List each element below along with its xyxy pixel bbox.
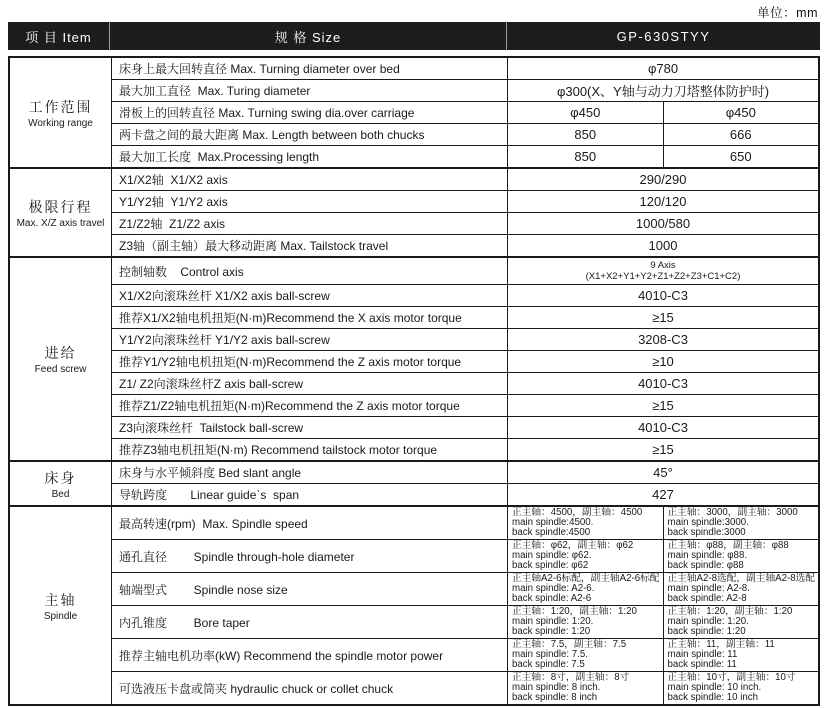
right-line-1: main spindle: 1:20. (667, 615, 749, 627)
section-rows (112, 58, 818, 167)
category-cell (10, 507, 112, 704)
table-row (112, 507, 818, 539)
value-cell-right (663, 540, 819, 572)
spec-label: 推荐Z1/Z2轴电机扭矩(N·m)Recommend the Z axis motor torque (112, 395, 508, 416)
spec-label: Z1/Z2轴 Z1/Z2 axis (112, 213, 508, 234)
spec-value (508, 351, 818, 372)
left-line-2: back spindle: 7.5 (512, 659, 585, 671)
value-cell: 120/120 (639, 194, 687, 209)
value-cell: ≥15 (652, 398, 674, 413)
value-cell: 1000/580 (635, 216, 691, 231)
section-2 (10, 256, 818, 460)
spec-label: 轴端型式 Spindle nose size (112, 573, 508, 605)
left-line-1: main spindle: 1:20. (512, 615, 594, 627)
value-cell-right (663, 507, 819, 539)
spec-label: 推荐X1/X2轴电机扭矩(N·m)Recommend the X axis motor torque (112, 307, 508, 328)
spec-value (508, 213, 818, 234)
value-cell: ≥15 (652, 442, 674, 457)
right-line-0: 正主轴：10寸，副主轴：10寸 (667, 672, 796, 683)
table-row (112, 169, 818, 190)
right-line-0: 正主轴A2-8选配，副主轴A2-8选配 (667, 573, 815, 584)
value-cell: 4010-C3 (638, 376, 688, 391)
left-line-1: main spindle: 7.5. (512, 648, 588, 660)
spec-label: Z1/ Z2向滚珠丝杆Z axis ball-screw (112, 373, 508, 394)
value-cell-left (508, 507, 663, 539)
right-line-2: back spindle: φ88 (667, 560, 744, 572)
spec-value (508, 307, 818, 328)
spec-value (508, 191, 818, 212)
table-row (112, 234, 818, 256)
section-4 (10, 505, 818, 704)
left-line-2: back spindle:4500 (512, 527, 591, 539)
spec-label: 导轨跨度 Linear guide`s span (112, 484, 508, 505)
spec-value (508, 329, 818, 350)
table-row (112, 212, 818, 234)
right-line-2: back spindle: A2-8 (667, 593, 747, 605)
value-cell-left: 850 (574, 149, 597, 164)
spec-value (508, 507, 818, 539)
right-line-0: 正主轴：3000，副主轴：3000 (667, 507, 798, 518)
spec-value (508, 417, 818, 438)
value-cell: 45° (653, 465, 673, 480)
left-line-0: 正主轴：1:20，副主轴：1:20 (512, 606, 637, 617)
table-row (112, 462, 818, 483)
spec-value (508, 373, 818, 394)
spec-label: 最大加工直径 Max. Turing diameter (112, 80, 508, 101)
value-cell-left (508, 573, 663, 605)
table-row (112, 306, 818, 328)
spec-value (508, 639, 818, 671)
spec-value (508, 258, 818, 284)
right-line-0: 正主轴：1:20，副主轴：1:20 (667, 606, 793, 617)
spec-label: 床身上最大回转直径 Max. Turning diameter over bed (112, 58, 508, 79)
right-line-0: 正主轴：11，副主轴：11 (667, 639, 775, 650)
spec-table-body (8, 56, 820, 706)
table-row (112, 539, 818, 572)
spec-label: 通孔直径 Spindle through-hole diameter (112, 540, 508, 572)
spec-label: X1/X2轴 X1/X2 axis (112, 169, 508, 190)
spec-label: 最大加工长度 Max.Processing length (112, 146, 508, 167)
right-line-2: back spindle: 11 (667, 659, 737, 671)
category-cell (10, 58, 112, 167)
table-row (112, 328, 818, 350)
spec-label: 滑板上的回转直径 Max. Turning swing dia.over carriage (112, 102, 508, 123)
spec-label: 控制轴数 Control axis (112, 258, 508, 284)
section-rows (112, 507, 818, 704)
right-line-1: main spindle:3000. (667, 516, 749, 528)
table-row (112, 101, 818, 123)
header-size-cell: 规 格 Size (110, 22, 507, 50)
spec-label: 床身与水平倾斜度 Bed slant angle (112, 462, 508, 483)
table-row (112, 572, 818, 605)
right-line-1: main spindle: φ88. (667, 549, 748, 561)
table-header (8, 22, 820, 50)
spec-value (508, 439, 818, 460)
value-cell: φ300(X、Y轴与动力刀塔整体防护时) (556, 84, 770, 99)
value-cell-left: φ450 (570, 105, 601, 120)
spec-label: Y1/Y2轴 Y1/Y2 axis (112, 191, 508, 212)
right-line-1: main spindle: 10 inch. (667, 681, 762, 693)
value-cell-left (508, 540, 663, 572)
right-line-2: back spindle: 10 inch (667, 692, 758, 704)
section-rows (112, 462, 818, 505)
value-cell-right (663, 672, 819, 704)
left-line-0: 正主轴：φ62，副主轴：φ62 (512, 540, 634, 551)
spec-label: 内孔锥度 Bore taper (112, 606, 508, 638)
value-cell-right (663, 639, 819, 671)
left-line-0: 正主轴：7.5，副主轴：7.5 (512, 639, 627, 650)
spec-value (508, 606, 818, 638)
value-cell: ≥10 (652, 354, 674, 369)
right-line-2: back spindle:3000 (667, 527, 746, 539)
spec-value (508, 169, 818, 190)
table-row (112, 79, 818, 101)
spec-value (508, 540, 818, 572)
left-line-2: back spindle: 8 inch (512, 692, 598, 704)
table-row (112, 58, 818, 79)
category-cell (10, 258, 112, 460)
spec-label: X1/X2向滚珠丝杆 X1/X2 axis ball-screw (112, 285, 508, 306)
spec-value (508, 462, 818, 483)
spec-label: 最高转速(rpm) Max. Spindle speed (112, 507, 508, 539)
spec-value (508, 285, 818, 306)
table-row (112, 258, 818, 284)
table-row (112, 638, 818, 671)
left-line-2: back spindle: φ62 (512, 560, 589, 572)
section-0 (10, 58, 818, 167)
value-cell: 1000 (648, 238, 678, 253)
spec-value (508, 146, 818, 167)
category-label-zh: 进给 (44, 345, 77, 361)
value-cell: ≥15 (652, 310, 674, 325)
table-row (112, 605, 818, 638)
value-cell-right (663, 606, 819, 638)
value-cell: 4010-C3 (638, 420, 688, 435)
value-cell-right (663, 573, 819, 605)
section-rows (112, 258, 818, 460)
left-line-1: main spindle: A2-6. (512, 582, 595, 594)
spec-value (508, 672, 818, 704)
table-row (112, 416, 818, 438)
spec-value (508, 102, 818, 123)
left-line-0: 正主轴：4500，副主轴：4500 (512, 507, 643, 518)
left-line-0: 正主轴A2-6标配，副主轴A2-6标配 (512, 573, 660, 584)
value-cell-left: 850 (574, 127, 597, 142)
table-row (112, 671, 818, 704)
section-rows (112, 169, 818, 256)
spec-label: 推荐主轴电机功率(kW) Recommend the spindle motor power (112, 639, 508, 671)
header-model-cell: GP-630STYY (616, 28, 711, 44)
spec-label: 两卡盘之间的最大距离 Max. Length between both chucks (112, 124, 508, 145)
table-row (112, 372, 818, 394)
section-3 (10, 460, 818, 505)
value-cell-right: φ450 (663, 102, 819, 123)
value-line-2: (X1+X2+Y1+Y2+Z1+Z2+Z3+C1+C2) (585, 271, 741, 282)
value-cell: 290/290 (639, 172, 687, 187)
table-row (112, 190, 818, 212)
header-item-cell: 项 目 Item (8, 22, 110, 50)
category-label-en: Bed (51, 488, 70, 500)
left-line-1: main spindle:4500. (512, 516, 594, 528)
value-cell-right: 650 (663, 146, 819, 167)
right-line-0: 正主轴：φ88，副主轴：φ88 (667, 540, 789, 551)
category-label-en: Working range (28, 117, 93, 129)
category-cell (10, 169, 112, 256)
spec-value (508, 124, 818, 145)
value-cell: 427 (652, 487, 674, 502)
category-label-en: Feed screw (34, 364, 87, 375)
table-row (112, 438, 818, 460)
table-row (112, 284, 818, 306)
left-line-1: main spindle: φ62. (512, 549, 592, 561)
value-cell (508, 258, 818, 284)
category-label-en: Max. X/Z axis travel (16, 217, 105, 229)
section-1 (10, 167, 818, 256)
spec-label: Z3轴（副主轴）最大移动距离 Max. Tailstock travel (112, 235, 508, 256)
spec-value (508, 58, 818, 79)
value-cell-left (508, 672, 663, 704)
spec-label: Z3向滚珠丝杆 Tailstock ball-screw (112, 417, 508, 438)
value-line-1: 9 Axis (650, 260, 676, 271)
right-line-1: main spindle: A2-8. (667, 582, 750, 594)
value-cell: 3208-C3 (638, 332, 688, 347)
table-row (112, 483, 818, 505)
value-cell: 4010-C3 (638, 288, 688, 303)
category-cell (10, 462, 112, 505)
spec-value (508, 235, 818, 256)
category-label-zh: 极限行程 (28, 198, 93, 215)
spec-value (508, 573, 818, 605)
value-cell: φ780 (647, 61, 679, 76)
left-line-0: 正主轴：8寸，副主轴：8寸 (512, 672, 630, 683)
value-cell-right: 666 (663, 124, 819, 145)
table-row (112, 145, 818, 167)
left-line-2: back spindle: A2-6 (512, 593, 592, 605)
value-cell-left (508, 639, 663, 671)
table-row (112, 123, 818, 145)
spec-label: 推荐Y1/Y2轴电机扭矩(N·m)Recommend the Z axis motor torque (112, 351, 508, 372)
right-line-1: main spindle: 11 (667, 648, 738, 660)
right-line-2: back spindle: 1:20 (667, 626, 746, 638)
category-label-zh: 床身 (44, 469, 77, 486)
value-cell-left (508, 606, 663, 638)
left-line-2: back spindle: 1:20 (512, 626, 591, 638)
left-line-1: main spindle: 8 inch. (512, 681, 601, 693)
category-label-zh: 主轴 (44, 591, 77, 608)
spec-value (508, 395, 818, 416)
spec-label: Y1/Y2向滚珠丝杆 Y1/Y2 axis ball-screw (112, 329, 508, 350)
spec-value (508, 484, 818, 505)
unit-note: 单位：mm (757, 6, 818, 20)
table-row (112, 394, 818, 416)
spec-label: 可选液压卡盘或筒夹 hydraulic chuck or collet chuck (112, 672, 508, 704)
spec-label: 推荐Z3轴电机扭矩(N·m) Recommend tailstock motor torque (112, 439, 508, 460)
category-label-zh: 工作范围 (28, 98, 93, 115)
spec-value (508, 80, 818, 101)
category-label-en: Spindle (43, 610, 78, 622)
table-row (112, 350, 818, 372)
